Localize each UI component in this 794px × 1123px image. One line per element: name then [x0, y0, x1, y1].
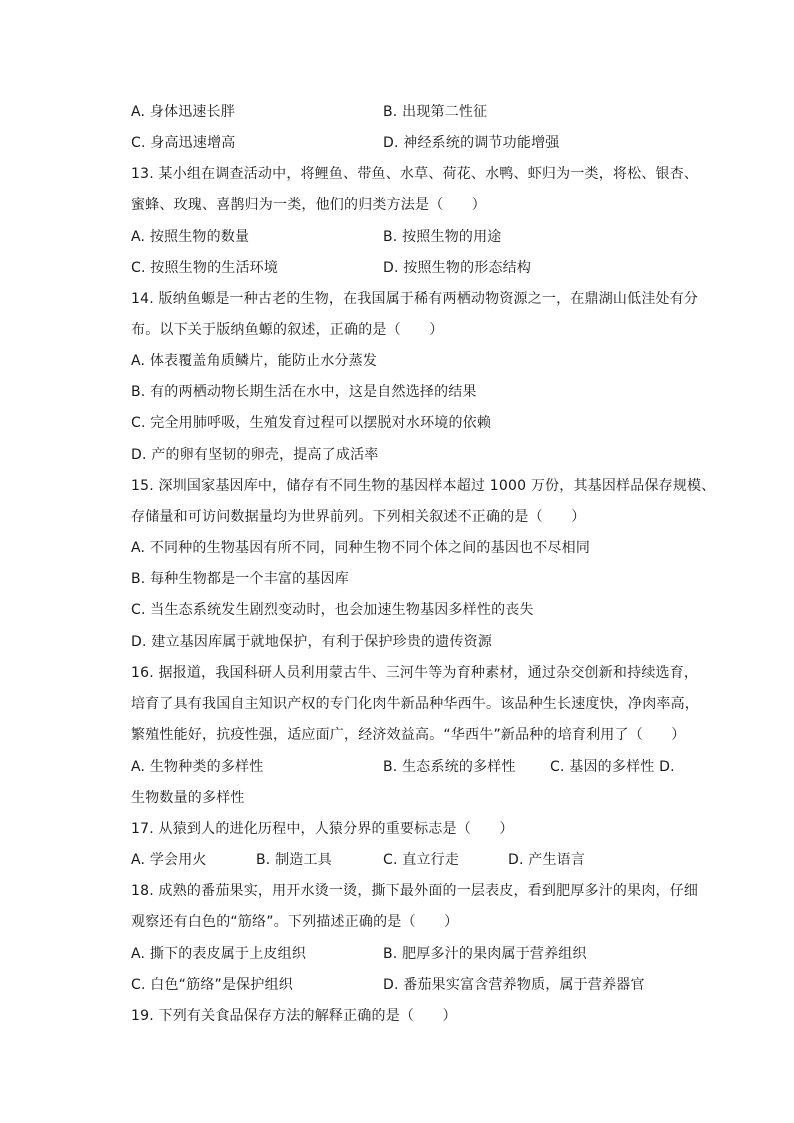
q12-option-b: B. 出现第二性征 [383, 104, 488, 120]
q18-option-d: D. 番茄果实富含营养物质，属于营养器官 [383, 977, 645, 993]
q13-option-d: D. 按照生物的形态结构 [383, 260, 532, 276]
q15-option-d: D. 建立基因库属于就地保护，有利于保护珍贵的遗传资源 [131, 634, 493, 650]
q15-stem-line1: 15. 深圳国家基因库中，储存有不同生物的基因样本超过 1000 万份，其基因样品保存规模、 [131, 478, 716, 494]
q12-option-c: C. 身高迅速增高 [131, 135, 236, 151]
q18-stem-line1: 18. 成熟的番茄果实，用开水烫一烫，撕下最外面的一层表皮，看到肥厚多汁的果肉，仔细 [131, 883, 699, 899]
q16-stem-line2: 培育了具有我国自主知识产权的专门化肉牛新品种华西牛。该品种生长速度快，净肉率高， [131, 696, 699, 712]
q18-option-a: A. 撕下的表皮属于上皮组织 [131, 946, 307, 962]
q16-stem-line1: 16. 据报道，我国科研人员利用蒙古牛、三河牛等为育种素材，通过杂交创新和持续选育， [131, 665, 699, 681]
q18-option-c: C. 白色“筋络”是保护组织 [131, 977, 293, 993]
q17-option-d: D. 产生语言 [508, 852, 586, 868]
q14-stem-line1: 14. 版纳鱼螈是一种古老的生物，在我国属于稀有两栖动物资源之一，在鼎湖山低洼处有分 [131, 291, 699, 307]
q15-stem-line2: 存储量和可访问数据量均为世界前列。下列相关叙述不正确的是（ ） [131, 509, 586, 525]
q13-stem-line2: 蜜蜂、玫瑰、喜鹊归为一类，他们的归类方法是（ ） [131, 197, 486, 213]
q17-option-b: B. 制造工具 [256, 852, 332, 868]
q16-option-c: C. 基因的多样性 D. [550, 759, 675, 775]
q12-option-d: D. 神经系统的调节功能增强 [383, 135, 560, 151]
q16-option-d-text: 生物数量的多样性 [131, 790, 245, 806]
q17-option-a: A. 学会用火 [131, 852, 207, 868]
q18-option-b: B. 肥厚多汁的果肉属于营养组织 [383, 946, 587, 962]
q13-stem-line1: 13. 某小组在调查活动中，将鲤鱼、带鱼、水草、荷花、水鸭、虾归为一类，将松、银杏、 [131, 166, 699, 182]
q15-option-b: B. 每种生物都是一个丰富的基因库 [131, 571, 349, 587]
q14-option-d: D. 产的卵有坚韧的卵壳，提高了成活率 [131, 447, 379, 463]
q14-option-c: C. 完全用肺呼吸，生殖发育过程可以摆脱对水环境的依赖 [131, 415, 492, 431]
q15-option-a: A. 不同种的生物基因有所不同，同种生物不同个体之间的基因也不尽相同 [131, 540, 591, 556]
q14-option-b: B. 有的两栖动物长期生活在水中，这是自然选择的结果 [131, 384, 477, 400]
q15-option-c: C. 当生态系统发生剧烈变动时，也会加速生物基因多样性的丧失 [131, 602, 534, 618]
q12-option-a: A. 身体迅速长胖 [131, 104, 236, 120]
q13-option-a: A. 按照生物的数量 [131, 229, 250, 245]
q19-stem-line1: 19. 下列有关食品保存方法的解释正确的是（ ） [131, 1008, 457, 1024]
q14-option-a: A. 体表覆盖角质鳞片，能防止水分蒸发 [131, 353, 378, 369]
q14-stem-line2: 布。以下关于版纳鱼螈的叙述，正确的是（ ） [131, 322, 444, 338]
q17-stem-line1: 17. 从猿到人的进化历程中，人猿分界的重要标志是（ ） [131, 821, 514, 837]
q17-option-c: C. 直立行走 [383, 852, 460, 868]
q13-option-b: B. 按照生物的用途 [383, 229, 502, 245]
q13-option-c: C. 按照生物的生活环境 [131, 260, 279, 276]
q16-option-a: A. 生物种类的多样性 [131, 759, 264, 775]
q16-option-b: B. 生态系统的多样性 [383, 759, 516, 775]
q16-stem-line3: 繁殖性能好，抗疫性强，适应面广，经济效益高。“华西牛”新品种的培育利用了（ ） [131, 727, 686, 743]
q18-stem-line2: 观察还有白色的“筋络”。下列描述正确的是（ ） [131, 914, 459, 930]
